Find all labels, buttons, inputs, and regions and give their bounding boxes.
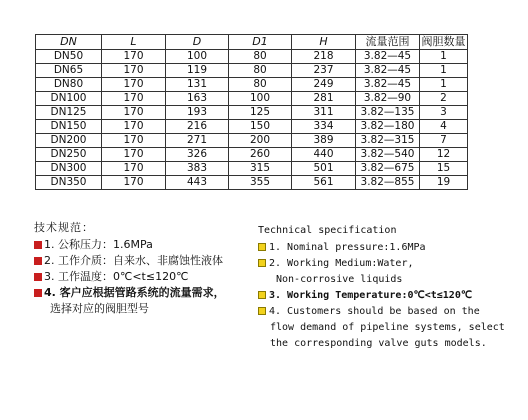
table-cell: 334 [292,120,356,134]
table-cell: 3.82—135 [356,106,420,120]
cn-spec-item-1 [34,237,225,253]
cn-spec-item-text: 1. 公称压力：1.6MPa [44,238,153,251]
table-cell: 3 [420,106,468,120]
en-spec-item-1 [258,240,505,256]
table-row [36,148,468,162]
cn-spec-item-text: 3. 工作温度：0℃<t≤120℃ [44,270,189,283]
table-cell: 80 [229,64,292,78]
table-cell: 260 [229,148,292,162]
table-cell: DN250 [36,148,102,162]
cn-spec-item-2 [34,253,225,269]
table-cell: 249 [292,78,356,92]
table-row [36,134,468,148]
table-cell: 170 [102,162,166,176]
table-cell: 355 [229,176,292,190]
table-cell: 170 [102,176,166,190]
table-cell: 163 [166,92,229,106]
table-cell: 326 [166,148,229,162]
table-cell: 389 [292,134,356,148]
table-cell: 100 [166,50,229,64]
table-cell: 170 [102,92,166,106]
table-row [36,106,468,120]
table-cell: 281 [292,92,356,106]
table-cell: 315 [229,162,292,176]
table-cell: 3.82—540 [356,148,420,162]
table-row [36,50,468,64]
table-cell: 200 [229,134,292,148]
en-spec-item-text: 1. Nominal pressure:1.6MPa [269,242,426,253]
cn-spec-title: 技术规范： [34,221,94,234]
table-cell: 1 [420,78,468,92]
en-spec-item-4-cont-2: the corresponding valve guts models. [270,338,487,349]
cn-spec-item-text: 4. 客户应根据管路系统的流量需求， [44,286,225,299]
red-square-icon [34,241,42,249]
table-cell: DN50 [36,50,102,64]
table-cell: 170 [102,148,166,162]
table-cell: DN350 [36,176,102,190]
table-cell: 440 [292,148,356,162]
table-cell: 170 [102,64,166,78]
table-row [36,162,468,176]
table-header-row [36,35,468,50]
yellow-square-icon [258,259,266,267]
table-cell: 19 [420,176,468,190]
table-cell: DN80 [36,78,102,92]
table-cell: 3.82—45 [356,50,420,64]
table-cell: 3.82—45 [356,78,420,92]
table-cell: 311 [292,106,356,120]
table-cell: DN300 [36,162,102,176]
table-cell: 100 [229,92,292,106]
table-cell: 3.82—45 [356,64,420,78]
table-cell: DN200 [36,134,102,148]
table-cell: 237 [292,64,356,78]
en-spec-item-4-cont-1: flow demand of pipeline systems, select [270,322,505,333]
en-spec-item-text: 2. Working Medium:Water, [269,258,414,269]
table-cell: 3.82—675 [356,162,420,176]
table-cell: 4 [420,120,468,134]
en-spec-item-2-cont: Non-corrosive liquids [276,274,403,285]
table-row [36,120,468,134]
table-cell: 218 [292,50,356,64]
cn-spec-item-4 [34,285,225,301]
table-cell: 193 [166,106,229,120]
en-spec-item-2 [258,256,505,272]
table-cell: 1 [420,50,468,64]
table-cell: DN150 [36,120,102,134]
table-cell: 501 [292,162,356,176]
spec-table [35,34,468,190]
table-row [36,92,468,106]
table-cell: 170 [102,134,166,148]
en-spec-block [258,223,505,352]
table-cell: 170 [102,106,166,120]
table-body [36,50,468,190]
table-cell: 12 [420,148,468,162]
table-cell: 80 [229,50,292,64]
col-header-dn: DN [36,35,102,50]
cn-spec-item-text: 2. 工作介质：自来水、非腐蚀性液体 [44,254,223,267]
table-cell: 216 [166,120,229,134]
table-cell: 15 [420,162,468,176]
table-cell: 125 [229,106,292,120]
col-header-l: L [102,35,166,50]
table-cell: 3.82—90 [356,92,420,106]
yellow-square-icon [258,243,266,251]
table-cell: DN100 [36,92,102,106]
table-row [36,176,468,190]
table-cell: 3.82—855 [356,176,420,190]
cn-spec-item-3 [34,269,225,285]
red-square-icon [34,257,42,265]
en-spec-title: Technical specification [258,225,397,236]
table-cell: 2 [420,92,468,106]
col-header-d1: D1 [229,35,292,50]
table-cell: 561 [292,176,356,190]
col-header-d: D [166,35,229,50]
table-cell: DN65 [36,64,102,78]
en-spec-item-text: 4. Customers should be based on the [269,306,480,317]
table-cell: 131 [166,78,229,92]
col-header-guts-count: 阀胆数量 [421,35,466,48]
red-square-icon [34,273,42,281]
table-cell: 443 [166,176,229,190]
table-cell: 80 [229,78,292,92]
col-header-h: H [292,35,356,50]
table-row [36,78,468,92]
table-cell: 3.82—315 [356,134,420,148]
cn-spec-block [34,220,225,317]
table-cell: DN125 [36,106,102,120]
yellow-square-icon [258,307,266,315]
cn-spec-item-4-cont: 选择对应的阀胆型号 [50,302,149,315]
table-cell: 119 [166,64,229,78]
col-header-flow-range: 流量范围 [356,35,420,50]
yellow-square-icon [258,291,266,299]
red-square-icon [34,289,42,297]
en-spec-item-4 [258,304,505,320]
table-cell: 170 [102,50,166,64]
table-cell: 170 [102,78,166,92]
en-spec-item-text: 3. Working Temperature:0℃<t≤120℃ [269,290,473,301]
table-cell: 1 [420,64,468,78]
table-cell: 3.82—180 [356,120,420,134]
table-cell: 7 [420,134,468,148]
table-cell: 271 [166,134,229,148]
table-row [36,64,468,78]
en-spec-item-3 [258,288,505,304]
table-cell: 383 [166,162,229,176]
table-cell: 150 [229,120,292,134]
table-cell: 170 [102,120,166,134]
